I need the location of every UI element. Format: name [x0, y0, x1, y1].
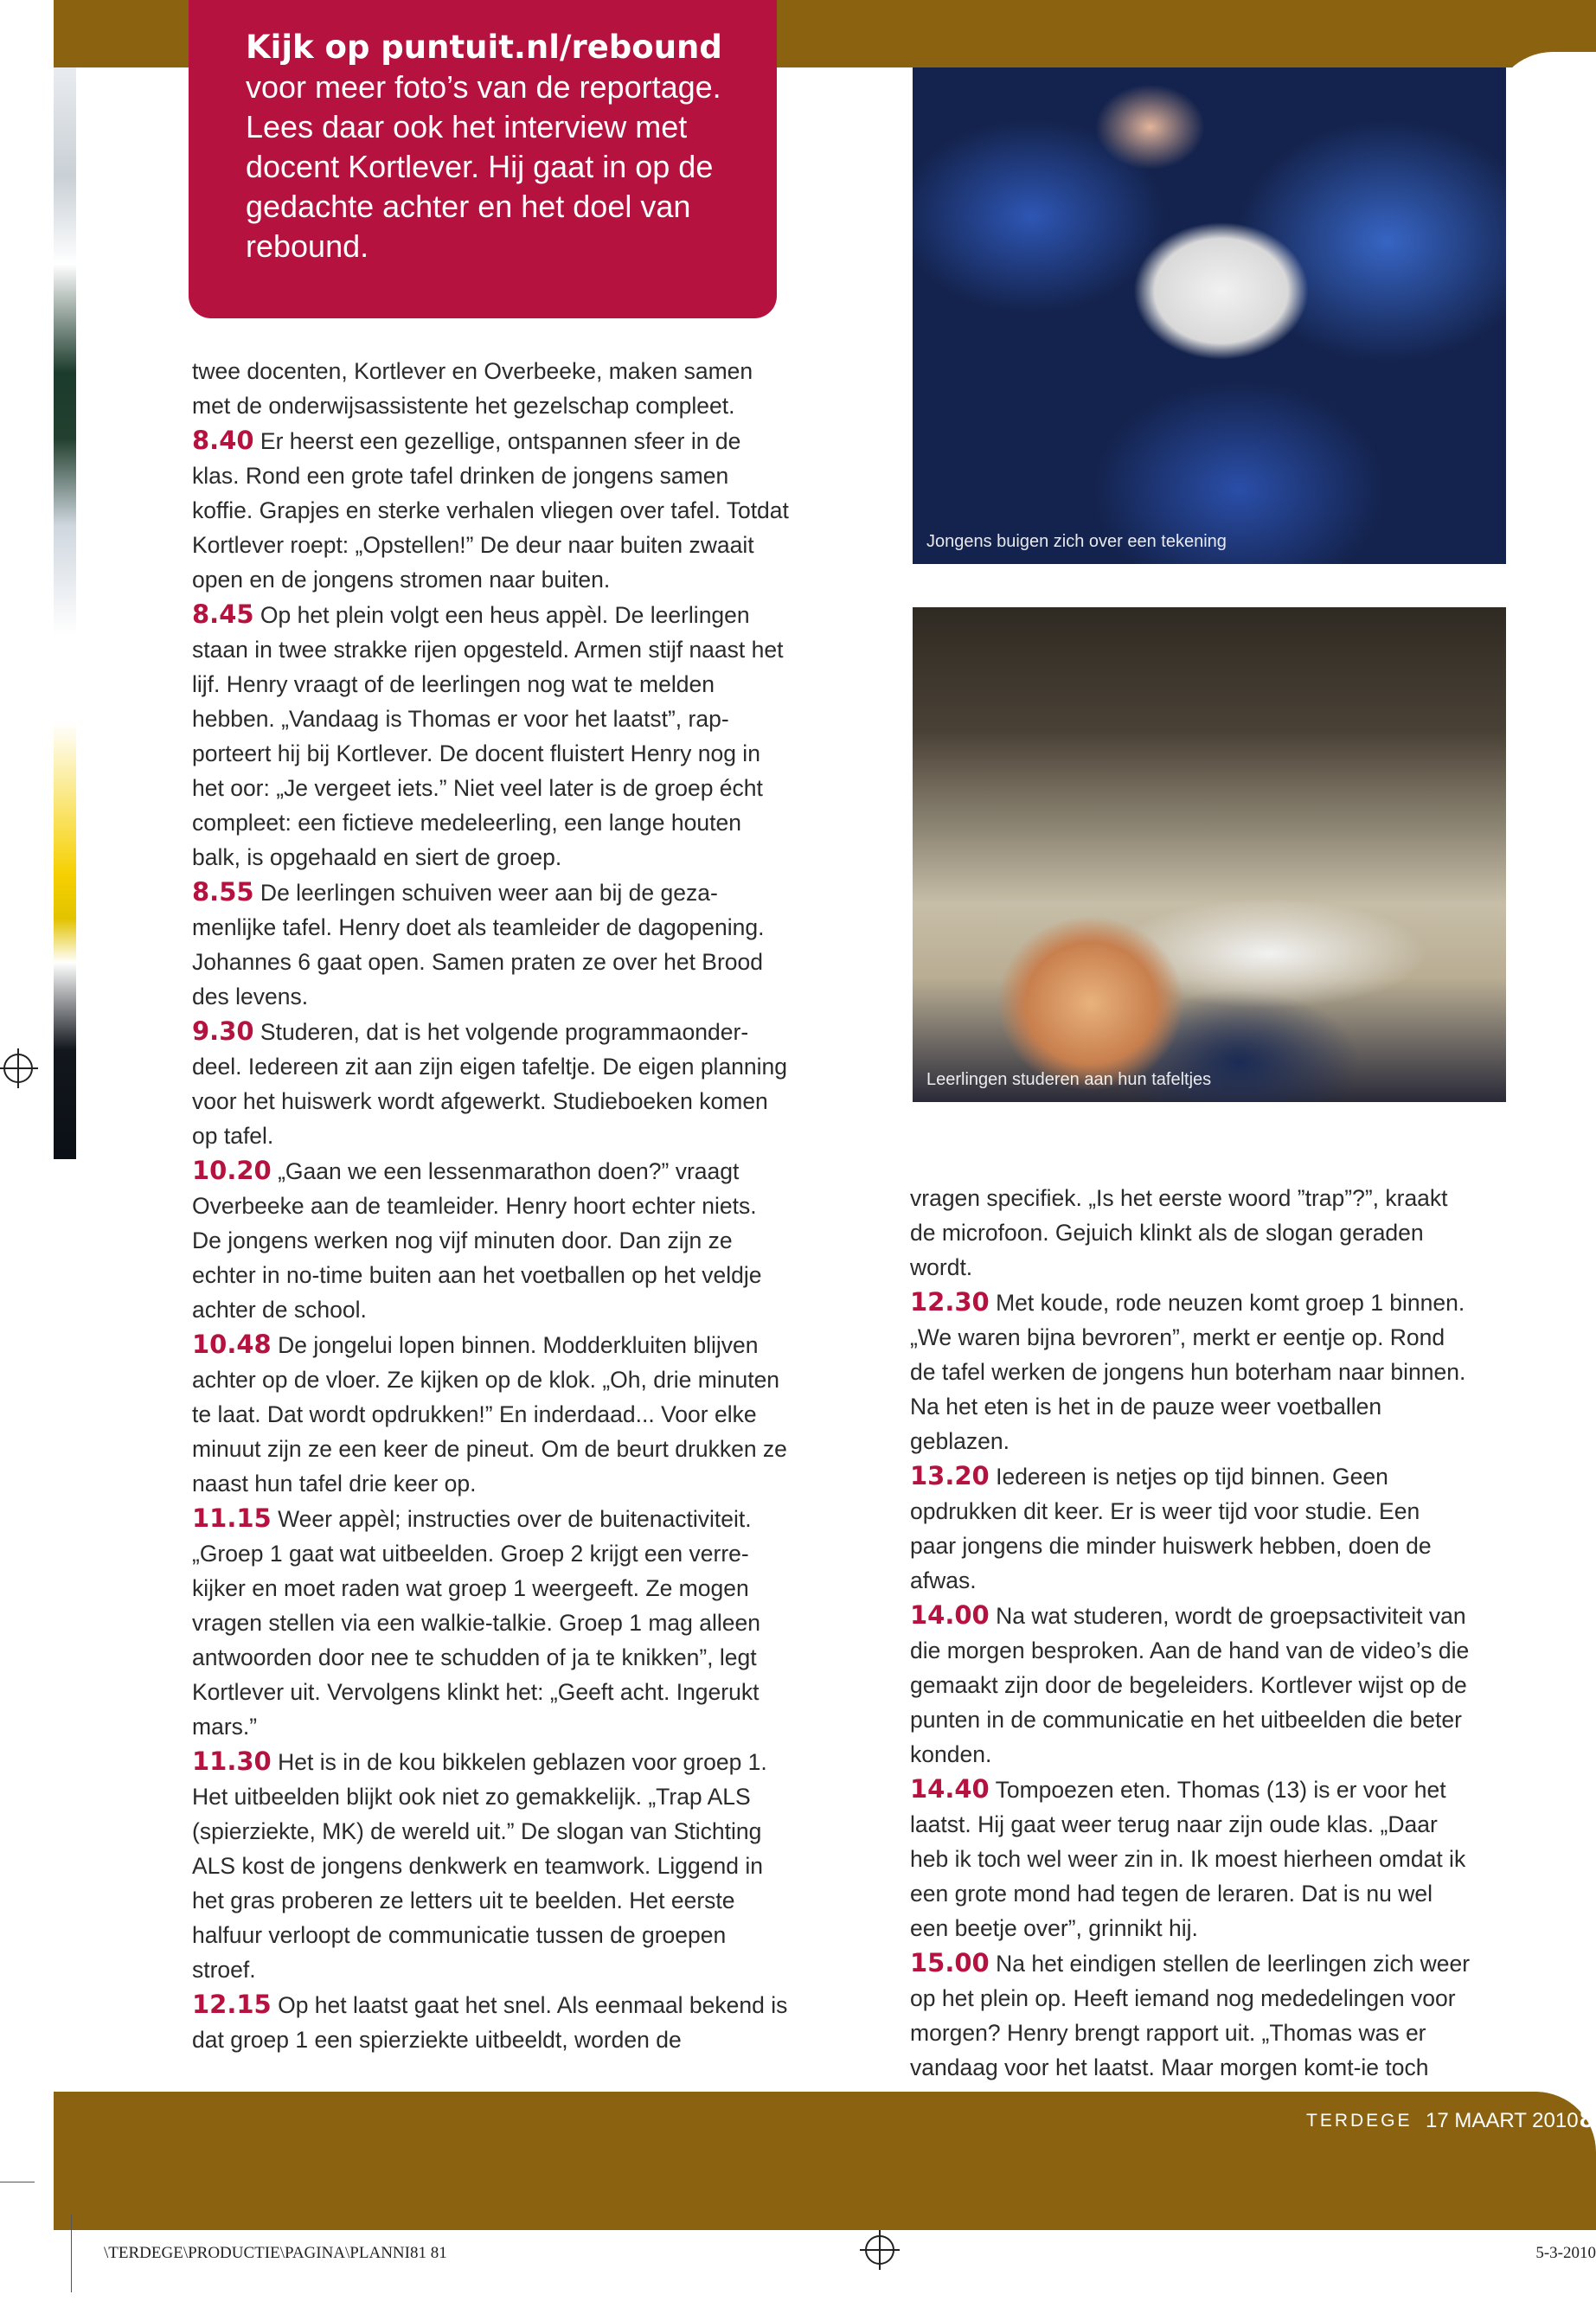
paragraph-text: Na het eindigen stellen de leerlingen zich weer op het plein op. Heeft iemand nog mededelingen voor morgen? Henry brengt rapport uit. „Thomas was er vandaag voor het laatst. Maar morgen komt-ie toch: [910, 1951, 1471, 2080]
photo-students-studying: [913, 607, 1506, 1102]
paragraph-text: De jongelui lopen binnen. Modderkluiten blijven achter op de vloer. Ze kijken op de klok. „Oh, drie minuten te laat. Dat wordt opdrukken!” En inderdaad... Voor elke minuut zijn ze een keer de pineut. Om de beurt drukken ze naast hun tafel drie keer op.: [192, 1332, 787, 1497]
photo-boys-with-drawing: [913, 67, 1506, 564]
time-stamp: 8.40: [192, 426, 254, 455]
paragraph-text: vragen specifiek. „Is het eerste woord ”trap”?”, kraakt de microfoon. Gejuich klinkt als de slogan geraden wordt.: [910, 1185, 1448, 1280]
paragraph-text: Tompoezen eten. Thomas (13) is er voor het laatst. Hij gaat weer terug naar zijn oude klas. „Daar heb ik toch wel weer zin in. Ik moest hierheen omdat ik een grote mond had tegen de leraren. Dat is nu wel een beetje over”, grinnikt hij.: [910, 1777, 1466, 1941]
paragraph-text: „Gaan we een lessenmarathon doen?” vraagt Overbeeke aan de teamleider. Henry hoort echter niets. De jongens werken nog vijf minuten door. Dan zijn ze echter in no-time buiten aan het voetballen op het veldje achter de school.: [192, 1158, 762, 1323]
paragraph-text: Iedereen is netjes op tijd binnen. Geen opdrukken dit keer. Er is weer tijd voor studie. Een paar jongens die minder huiswerk hebben, doen de afwas.: [910, 1464, 1432, 1593]
time-stamp: 12.30: [910, 1287, 990, 1317]
paragraph: [910, 1285, 1471, 1458]
time-stamp: 13.20: [910, 1461, 990, 1490]
footer-page-number: 8: [1580, 2106, 1594, 2133]
paragraph-text: twee docenten, Kortlever en Overbeeke, maken samen met de onderwijsassistente het gezelschap compleet.: [192, 358, 753, 419]
time-stamp: 10.48: [192, 1330, 272, 1359]
paragraph: [910, 1458, 1471, 1598]
paragraph-text: Er heerst een gezellige, ontspannen sfeer in de klas. Rond een grote tafel drinken de jongens samen koffie. Grapjes en sterke verhalen vliegen over tafel. Totdat Kortlever roept: „Opstellen!” De deur naar buiten zwaait open en de jongens stromen naar buiten.: [192, 428, 789, 593]
registration-mark-icon: [865, 2235, 894, 2265]
time-stamp: 11.15: [192, 1503, 272, 1533]
paragraph: [192, 597, 789, 875]
paragraph: [910, 1598, 1471, 1772]
print-slug-date: 5-3-2010: [1535, 2244, 1596, 2262]
time-stamp: 14.00: [910, 1600, 990, 1630]
web-callout-box: [189, 0, 777, 318]
paragraph: [192, 1327, 789, 1501]
paragraph: [192, 1501, 789, 1744]
paragraph: [192, 423, 789, 597]
time-stamp: 15.00: [910, 1948, 990, 1977]
paragraph: [192, 353, 789, 423]
paragraph-text: Weer appèl; instructies over de buitenactiviteit. „Groep 1 gaat wat uitbeelden. Groep 2 krijgt een verrekijker en moet raden wat groep 1 weergeeft. Ze mogen vragen stellen via een walkie-talkie. Groep 1 mag alleen antwoorden door nee te schudden of ja te knikken”, legt Kortlever uit. Vervolgens klinkt het: „Geeft acht. Ingerukt mars.”: [192, 1506, 760, 1740]
print-slug-path: \TERDEGE\PRODUCTIE\PAGINA\PLANNI81 81: [104, 2244, 447, 2262]
footer-magazine-name: TERDEGE: [1306, 2111, 1413, 2131]
previous-page-edge: [54, 67, 76, 1159]
paragraph: [192, 1744, 789, 1987]
time-stamp: 14.40: [910, 1774, 990, 1804]
time-stamp: 11.30: [192, 1747, 272, 1776]
paragraph: [192, 875, 789, 1014]
photo-bottom-alt: Leerlingen studeren aan hun tafeltjes: [926, 1070, 1212, 1089]
time-stamp: 8.45: [192, 599, 254, 629]
time-stamp: 9.30: [192, 1016, 254, 1046]
crop-mark: [71, 2214, 72, 2292]
registration-mark-icon: [3, 1054, 33, 1083]
footer-issue-date: 17 MAART 2010: [1426, 2109, 1579, 2132]
callout-title[interactable]: Kijk op puntuit.nl/rebound: [246, 29, 722, 66]
paragraph: [192, 1153, 789, 1327]
paragraph: [192, 1987, 789, 2057]
paragraph-text: De leerlingen schuiven weer aan bij de gezamenlijke tafel. Henry doet als teamleider de dagopening. Johannes 6 gaat open. Samen praten ze over het Brood des levens.: [192, 880, 765, 1009]
paragraph-text: Het is in de kou bikkelen geblazen voor groep 1. Het uitbeelden blijkt ook niet zo gemakkelijk. „Trap ALS (spierziekte, MK) de wereld uit.” De slogan van Stichting ALS kost de jongens denkwerk en teamwork. Liggend in het gras proberen ze letters uit te beelden. Het eerste halfuur verloopt de communicatie tussen de groepen stroef.: [192, 1749, 767, 1983]
paragraph-text: Na wat studeren, wordt de groepsactiviteit van die morgen besproken. Aan de hand van de video’s die gemaakt zijn door de begeleiders. Kortlever wijst op de punten in de communicatie en het uitbeelden die beter konden.: [910, 1603, 1470, 1767]
paragraph: [910, 1180, 1471, 1285]
photo-top-alt: Jongens buigen zich over een tekening: [926, 532, 1227, 551]
article-column-right: [910, 1180, 1471, 2119]
article-column-left: [192, 353, 789, 2057]
paragraph: [910, 1772, 1471, 1945]
time-stamp: 10.20: [192, 1156, 272, 1185]
paragraph-text: Op het plein volgt een heus appèl. De leerlingen staan in twee strakke rijen opgesteld. Armen stijf naast het lijf. Henry vraagt of de leerlingen nog wat te melden hebben. „Vandaag is Thomas er voor het laatst”, rapporteert hij bij Kortlever. De docent fluistert Henry nog in het oor: „Je vergeet iets.” Niet veel later is de groep écht compleet: een fictieve medeleerling, een lange houten balk, is opgehaald en siert de groep.: [192, 602, 784, 870]
time-stamp: 12.15: [192, 1990, 272, 2019]
paragraph-text: Op het laatst gaat het snel. Als eenmaal bekend is dat groep 1 een spierziekte uitbeeldt, worden de: [192, 1992, 788, 2053]
paragraph-text: Met koude, rode neuzen komt groep 1 binnen. „We waren bijna bevroren”, merkt er eentje op. Rond de tafel werken de jongens hun boterham naar binnen. Na het eten is het in de pauze weer voetballen geblazen.: [910, 1290, 1466, 1454]
time-stamp: 8.55: [192, 877, 254, 907]
paragraph: [192, 1014, 789, 1153]
callout-body: voor meer foto’s van de reportage. Lees daar ook het interview met docent Kortlever. Hij gaat in op de gedachte achter en het doel van rebound.: [246, 69, 721, 264]
paragraph-text: Studeren, dat is het volgende programmaonderdeel. Iedereen zit aan zijn eigen tafeltje. De eigen planning voor het huiswerk wordt afgewerkt. Studieboeken komen op tafel.: [192, 1019, 788, 1149]
